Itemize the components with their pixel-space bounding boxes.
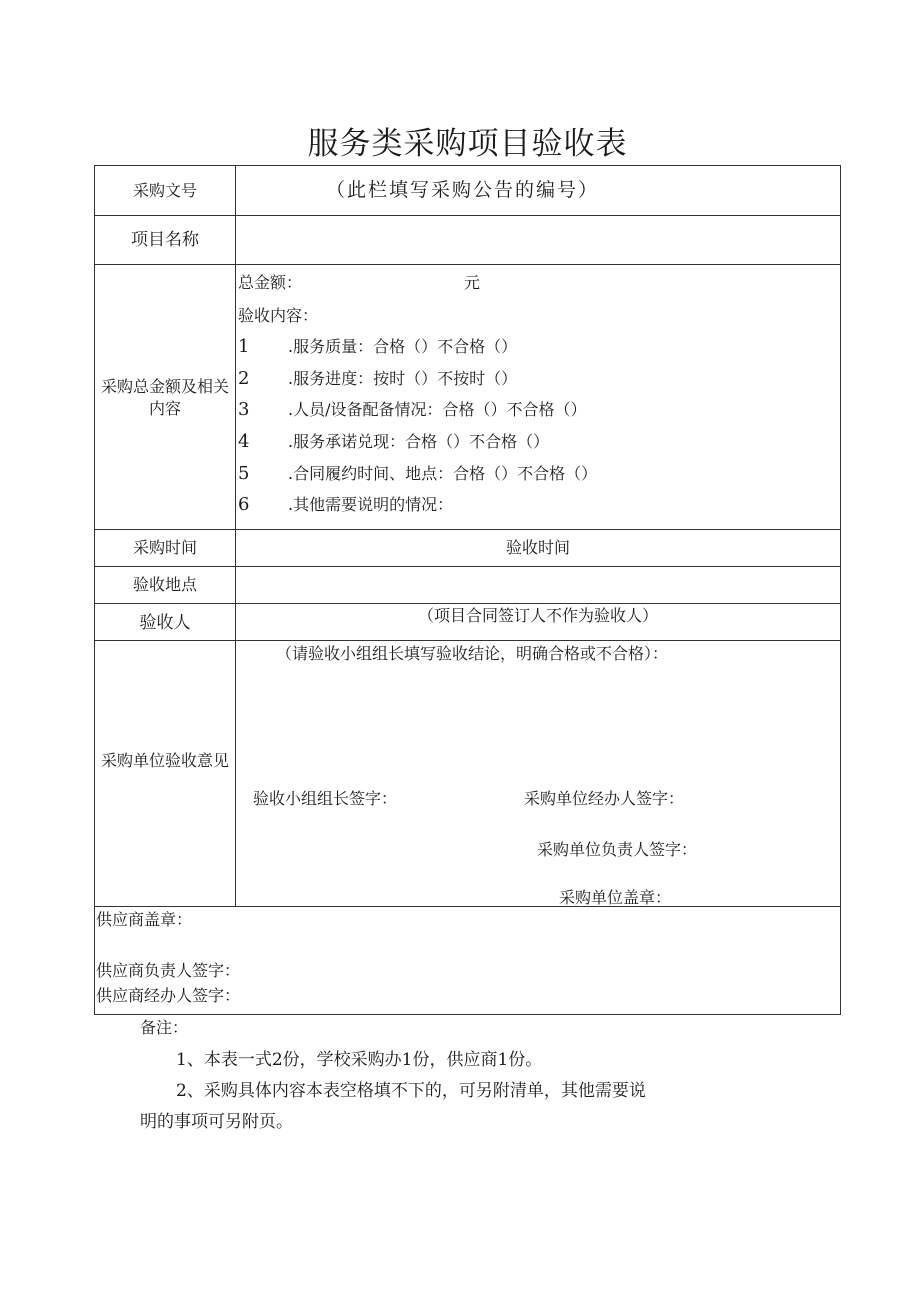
item-text: .服务质量：合格（）不合格（） [288, 337, 518, 356]
item-number: 3 [238, 399, 250, 420]
head-signature-label: 采购单位负责人签字： [537, 840, 698, 859]
notes-heading: 备注： [140, 1018, 189, 1037]
doc-no-label: 采购文号 [132, 181, 197, 200]
item-number: 2 [238, 368, 250, 389]
column-divider [235, 165, 236, 906]
item-text: .服务承诺兑现：合格（）不合格（） [288, 432, 550, 451]
note-line: 1、本表一式2份，学校采购办1份，供应商1份。 [176, 1050, 543, 1070]
item-text: .其他需要说明的情况： [288, 495, 454, 514]
row-divider [94, 603, 841, 604]
supplier-head-signature-label: 供应商负责人签字： [96, 961, 241, 980]
unit-seal-label: 采购单位盖章： [559, 888, 672, 905]
item-number: 4 [238, 431, 250, 452]
location-label: 验收地点 [132, 575, 197, 594]
handler-signature-label: 采购单位经办人签字： [524, 789, 685, 808]
item-number: 5 [238, 463, 250, 484]
amount-label: 采购总金额及相关内容 [100, 377, 229, 418]
item-text: .人员/设备配备情况：合格（）不合格（） [288, 400, 587, 419]
opinion-label: 采购单位验收意见 [100, 751, 229, 770]
content-label: 验收内容： [238, 306, 319, 325]
opinion-hint: （请验收小组组长填写验收结论，明确合格或不合格）： [276, 644, 669, 663]
supplier-seal-label: 供应商盖章： [96, 910, 193, 929]
row-divider [94, 264, 841, 265]
total-amount-label: 总金额： [238, 273, 303, 292]
row-divider [94, 566, 841, 567]
table-border-top [94, 165, 841, 166]
note-line: 2、采购具体内容本表空格填不下的，可另附清单，其他需要说 [176, 1081, 646, 1101]
seal-label-clip [540, 880, 740, 905]
supplier-handler-signature-label: 供应商经办人签字： [96, 986, 241, 1005]
row-divider [94, 906, 841, 907]
project-name-label: 项目名称 [131, 230, 199, 250]
leader-signature-label: 验收小组组长签字： [253, 789, 398, 808]
form-title: 服务类采购项目验收表 [307, 126, 628, 162]
doc-no-hint: （此栏填写采购公告的编号） [326, 179, 600, 201]
item-number: 6 [238, 494, 250, 515]
purchase-time-label: 采购时间 [132, 538, 197, 557]
item-text: .服务进度：按时（）不按时（） [288, 369, 518, 388]
row-divider [94, 640, 841, 641]
row-divider [94, 529, 841, 530]
item-text: .合同履约时间、地点：合格（）不合格（） [288, 464, 598, 483]
table-border-bottom [94, 1014, 841, 1015]
row-divider [94, 215, 841, 216]
item-number: 1 [238, 336, 250, 357]
acceptor-label: 验收人 [139, 613, 191, 633]
note-line: 明的事项可另附页。 [140, 1112, 293, 1132]
accept-time-label: 验收时间 [505, 538, 570, 557]
acceptor-hint: （项目合同签订人不作为验收人） [417, 606, 658, 625]
table-border-right [840, 165, 841, 1015]
total-amount-unit: 元 [464, 273, 481, 292]
